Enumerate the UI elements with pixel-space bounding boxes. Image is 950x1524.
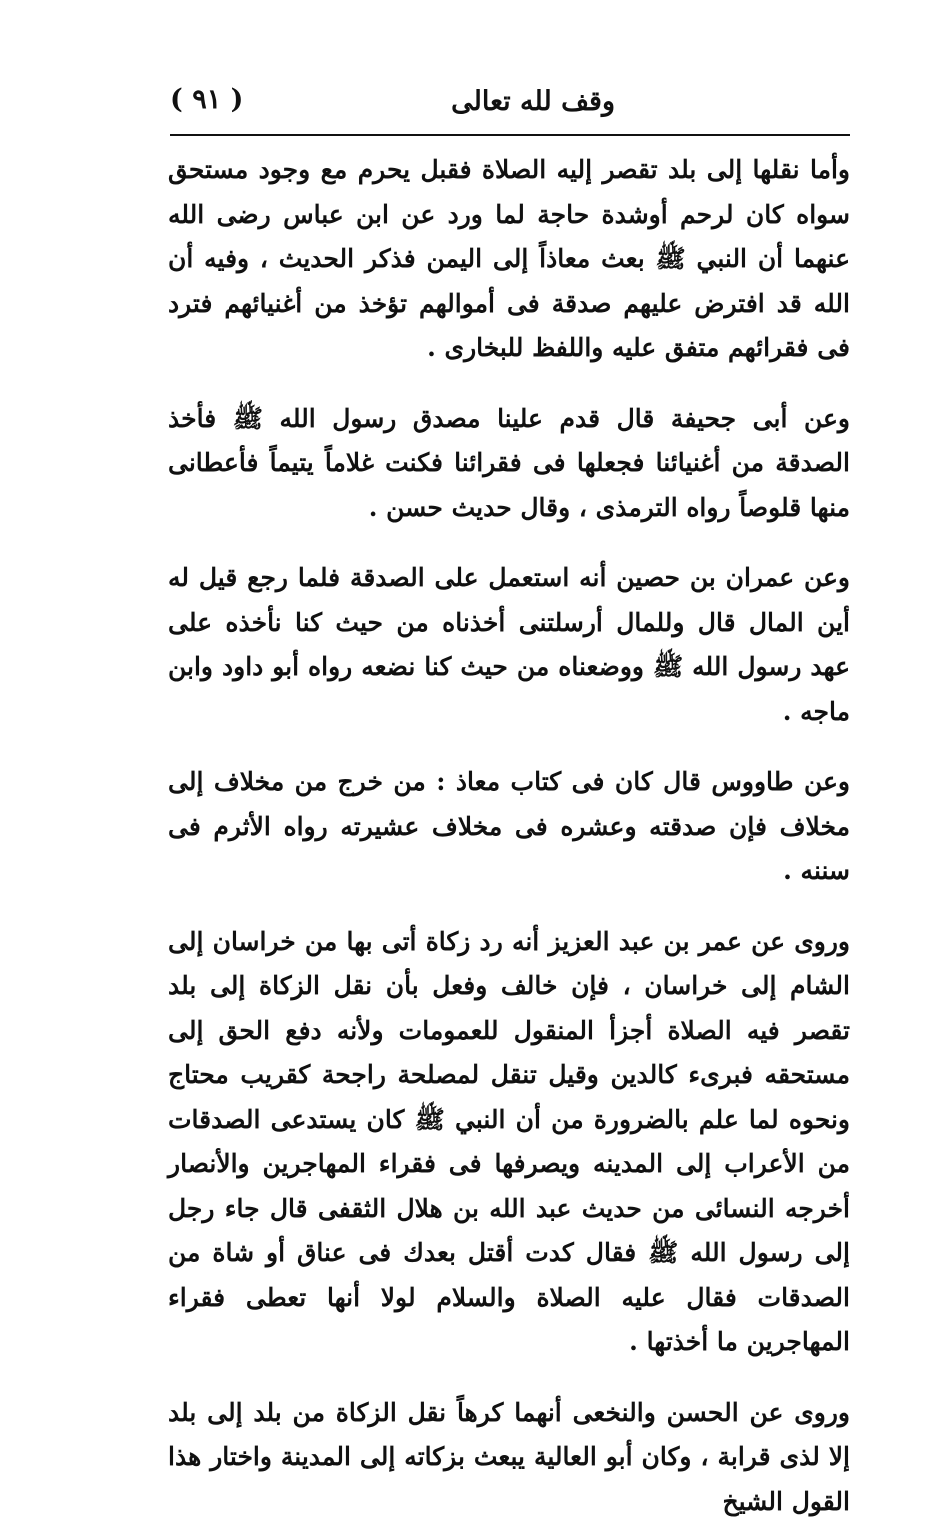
paragraph: وأما نقلها إلى بلد تقصر إليه الصلاة فقبل يحرم مع وجود مستحق سواه كان لرحم أوشدة حاجة لما ورد عن ابن عباس رضى الله عنهما أن النبي ﷺ بعث معاذاً إلى اليمن فذكر الحديث ، وفيه أن الله قد افترض عليهم صدقة فى أموالهم تؤخذ من أغنيائهم فترد فى فقرائهم متفق عليه واللفظ للبخارى . — [168, 148, 850, 371]
paragraph: وروى عن الحسن والنخعى أنهما كرهاً نقل الزكاة من بلد إلى بلد إلا لذى قرابة ، وكان أبو العالية يبعث بزكاته إلى المدينة واختار هذا القول الشيخ — [168, 1391, 850, 1524]
page-header — [170, 80, 840, 130]
paragraph: وعن أبى جحيفة قال قدم علينا مصدق رسول الله ﷺ فأخذ الصدقة من أغنيائنا فجعلها فى فقرائنا فكنت غلاماً يتيماً فأعطانى منها قلوصاً رواه الترمذى ، وقال حديث حسن . — [168, 397, 850, 531]
page-number: ( ٩١ ) — [170, 84, 243, 115]
header-rule — [170, 134, 850, 136]
running-title: وقف لله تعالى — [451, 86, 615, 117]
body-text — [168, 148, 850, 1524]
paragraph: وعن طاووس قال كان فى كتاب معاذ : من خرج من مخلاف إلى مخلاف فإن صدقته وعشره فى مخلاف عشيرته رواه الأثرم فى سننه . — [168, 760, 850, 894]
paragraph: وعن عمران بن حصين أنه استعمل على الصدقة فلما رجع قيل له أين المال قال وللمال أرسلتنى أخذناه من حيث كنا نأخذه على عهد رسول الله ﷺ ووضعناه من حيث كنا نضعه رواه أبو داود وابن ماجه . — [168, 556, 850, 734]
paragraph: وروى عن عمر بن عبد العزيز أنه رد زكاة أتى بها من خراسان إلى الشام إلى خراسان ، فإن خالف وفعل بأن نقل الزكاة إلى بلد تقصر فيه الصلاة أجزأ المنقول للعمومات ولأنه دفع الحق إلى مستحقه فبرىء كالدين وقيل تنقل لمصلحة راجحة كقريب محتاج ونحوه لما علم بالضرورة من أن النبي ﷺ كان يستدعى الصدقات من الأعراب إلى المدينه ويصرفها فى فقراء المهاجرين والأنصار أخرجه النسائى من حديث عبد الله بن هلال الثقفى قال جاء رجل إلى رسول الله ﷺ فقال كدت أقتل بعدك فى عناق أو شاة من الصدقات فقال عليه الصلاة والسلام لولا أنها تعطى فقراء المهاجرين ما أخذتها . — [168, 920, 850, 1365]
